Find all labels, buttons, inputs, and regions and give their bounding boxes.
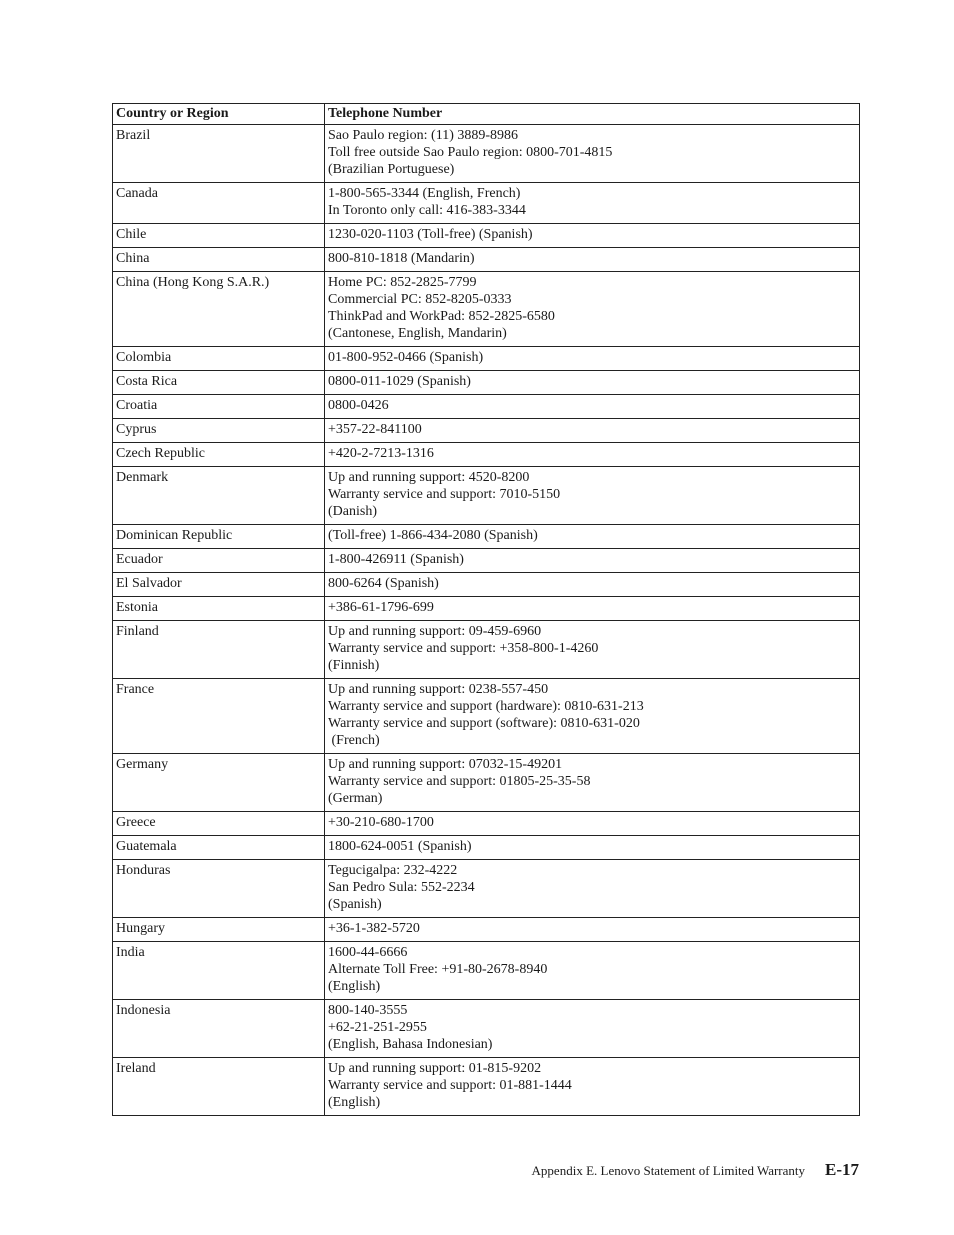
telephone-line: (English) xyxy=(328,1095,381,1110)
telephone-line: +62-21-251-2955 xyxy=(328,1020,427,1035)
country-cell: China xyxy=(113,248,325,272)
table-row xyxy=(113,621,860,679)
telephone-line: Up and running support: 07032-15-49201 xyxy=(328,757,563,772)
table-row xyxy=(113,860,860,918)
telephone-line: Alternate Toll Free: +91-80-2678-8940 xyxy=(328,962,548,977)
telephone-line: Up and running support: 09-459-6960 xyxy=(328,624,542,639)
telephone-line: (French) xyxy=(328,733,380,748)
country-cell: Hungary xyxy=(113,918,325,942)
table-row xyxy=(113,754,860,812)
country-cell: Brazil xyxy=(113,125,325,183)
telephone-line: Warranty service and support: 01-881-1444 xyxy=(328,1078,572,1093)
telephone-line: Warranty service and support (hardware): 0810-631-213 xyxy=(328,699,644,714)
telephone-cell xyxy=(325,419,860,443)
telephone-line: 1-800-426911 (Spanish) xyxy=(328,552,464,567)
telephone-line: (English, Bahasa Indonesian) xyxy=(328,1037,493,1052)
telephone-line: (Finnish) xyxy=(328,658,380,673)
telephone-line: 1-800-565-3344 (English, French) xyxy=(328,186,521,201)
table-row xyxy=(113,248,860,272)
table-row xyxy=(113,918,860,942)
telephone-line: San Pedro Sula: 552-2234 xyxy=(328,880,475,895)
telephone-line: 1800-624-0051 (Spanish) xyxy=(328,839,472,854)
telephone-cell xyxy=(325,621,860,679)
country-cell: El Salvador xyxy=(113,573,325,597)
table-row xyxy=(113,573,860,597)
telephone-cell xyxy=(325,942,860,1000)
telephone-cell xyxy=(325,549,860,573)
country-cell: Czech Republic xyxy=(113,443,325,467)
table-row xyxy=(113,1058,860,1116)
telephone-cell xyxy=(325,679,860,754)
table-row xyxy=(113,836,860,860)
country-cell: Ireland xyxy=(113,1058,325,1116)
table-body xyxy=(113,125,860,1116)
telephone-line: +386-61-1796-699 xyxy=(328,600,434,615)
page-number: E-17 xyxy=(825,1160,859,1179)
country-cell: Germany xyxy=(113,754,325,812)
telephone-cell xyxy=(325,754,860,812)
telephone-line: 1600-44-6666 xyxy=(328,945,408,960)
telephone-line: (Toll-free) 1-866-434-2080 (Spanish) xyxy=(328,528,538,543)
telephone-cell xyxy=(325,395,860,419)
table-row xyxy=(113,347,860,371)
telephone-cell xyxy=(325,812,860,836)
table-row xyxy=(113,525,860,549)
telephone-cell xyxy=(325,860,860,918)
country-cell: France xyxy=(113,679,325,754)
telephone-line: 800-810-1818 (Mandarin) xyxy=(328,251,475,266)
telephone-cell xyxy=(325,467,860,525)
table-row xyxy=(113,467,860,525)
table-row xyxy=(113,371,860,395)
telephone-line: +36-1-382-5720 xyxy=(328,921,420,936)
telephone-cell xyxy=(325,573,860,597)
telephone-line: +30-210-680-1700 xyxy=(328,815,434,830)
telephone-cell xyxy=(325,272,860,347)
table-row xyxy=(113,1000,860,1058)
table-row xyxy=(113,679,860,754)
telephone-line: Warranty service and support: 7010-5150 xyxy=(328,487,561,502)
country-cell: Ecuador xyxy=(113,549,325,573)
table-header-row xyxy=(113,104,860,125)
telephone-line: (Danish) xyxy=(328,504,377,519)
telephone-line: Tegucigalpa: 232-4222 xyxy=(328,863,458,878)
telephone-line: 800-6264 (Spanish) xyxy=(328,576,439,591)
telephone-line: (Brazilian Portuguese) xyxy=(328,162,455,177)
telephone-line: 01-800-952-0466 (Spanish) xyxy=(328,350,484,365)
telephone-line: Commercial PC: 852-8205-0333 xyxy=(328,292,512,307)
telephone-line: 1230-020-1103 (Toll-free) (Spanish) xyxy=(328,227,533,242)
country-cell: Guatemala xyxy=(113,836,325,860)
page-footer xyxy=(532,1160,859,1180)
telephone-cell xyxy=(325,597,860,621)
telephone-line: (Cantonese, English, Mandarin) xyxy=(328,326,507,341)
telephone-line: Toll free outside Sao Paulo region: 0800-701-4815 xyxy=(328,145,613,160)
telephone-line: 800-140-3555 xyxy=(328,1003,408,1018)
table-row xyxy=(113,942,860,1000)
country-cell: Dominican Republic xyxy=(113,525,325,549)
country-cell: Finland xyxy=(113,621,325,679)
telephone-line: (English) xyxy=(328,979,381,994)
table-row xyxy=(113,597,860,621)
country-cell: Honduras xyxy=(113,860,325,918)
telephone-line: +357-22-841100 xyxy=(328,422,422,437)
country-cell: Croatia xyxy=(113,395,325,419)
telephone-cell xyxy=(325,443,860,467)
telephone-line: In Toronto only call: 416-383-3344 xyxy=(328,203,526,218)
country-cell: Costa Rica xyxy=(113,371,325,395)
country-cell: Indonesia xyxy=(113,1000,325,1058)
column-header-country: Country or Region xyxy=(113,104,325,125)
telephone-cell xyxy=(325,1058,860,1116)
telephone-cell xyxy=(325,918,860,942)
telephone-cell xyxy=(325,371,860,395)
table-row xyxy=(113,224,860,248)
table-row xyxy=(113,419,860,443)
table-row xyxy=(113,125,860,183)
telephone-line: Up and running support: 4520-8200 xyxy=(328,470,530,485)
country-cell: Denmark xyxy=(113,467,325,525)
country-cell: Chile xyxy=(113,224,325,248)
telephone-line: 0800-011-1029 (Spanish) xyxy=(328,374,471,389)
country-cell: Colombia xyxy=(113,347,325,371)
telephone-cell xyxy=(325,347,860,371)
telephone-line: (German) xyxy=(328,791,383,806)
warranty-phone-table xyxy=(112,103,860,1116)
telephone-line: Up and running support: 01-815-9202 xyxy=(328,1061,542,1076)
telephone-cell xyxy=(325,1000,860,1058)
column-header-telephone: Telephone Number xyxy=(325,104,860,125)
telephone-line: Warranty service and support: +358-800-1-4260 xyxy=(328,641,599,656)
running-footer-title: Appendix E. Lenovo Statement of Limited Warranty xyxy=(531,1163,805,1178)
table-row xyxy=(113,443,860,467)
country-cell: Greece xyxy=(113,812,325,836)
table-row xyxy=(113,812,860,836)
telephone-line: 0800-0426 xyxy=(328,398,389,413)
table-row xyxy=(113,272,860,347)
telephone-cell xyxy=(325,125,860,183)
telephone-line: (Spanish) xyxy=(328,897,382,912)
telephone-cell xyxy=(325,525,860,549)
table-row xyxy=(113,395,860,419)
country-cell: Cyprus xyxy=(113,419,325,443)
telephone-line: ThinkPad and WorkPad: 852-2825-6580 xyxy=(328,309,555,324)
telephone-line: Home PC: 852-2825-7799 xyxy=(328,275,477,290)
telephone-line: Warranty service and support (software): 0810-631-020 xyxy=(328,716,640,731)
country-cell: India xyxy=(113,942,325,1000)
table-row xyxy=(113,183,860,224)
telephone-line: +420-2-7213-1316 xyxy=(328,446,434,461)
telephone-cell xyxy=(325,248,860,272)
telephone-line: Sao Paulo region: (11) 3889-8986 xyxy=(328,128,519,143)
telephone-line: Up and running support: 0238-557-450 xyxy=(328,682,549,697)
table-row xyxy=(113,549,860,573)
telephone-cell xyxy=(325,836,860,860)
country-cell: Canada xyxy=(113,183,325,224)
warranty-phone-table-container xyxy=(112,103,859,1116)
telephone-line: Warranty service and support: 01805-25-35-58 xyxy=(328,774,591,789)
telephone-cell xyxy=(325,224,860,248)
telephone-cell xyxy=(325,183,860,224)
country-cell: Estonia xyxy=(113,597,325,621)
country-cell: China (Hong Kong S.A.R.) xyxy=(113,272,325,347)
